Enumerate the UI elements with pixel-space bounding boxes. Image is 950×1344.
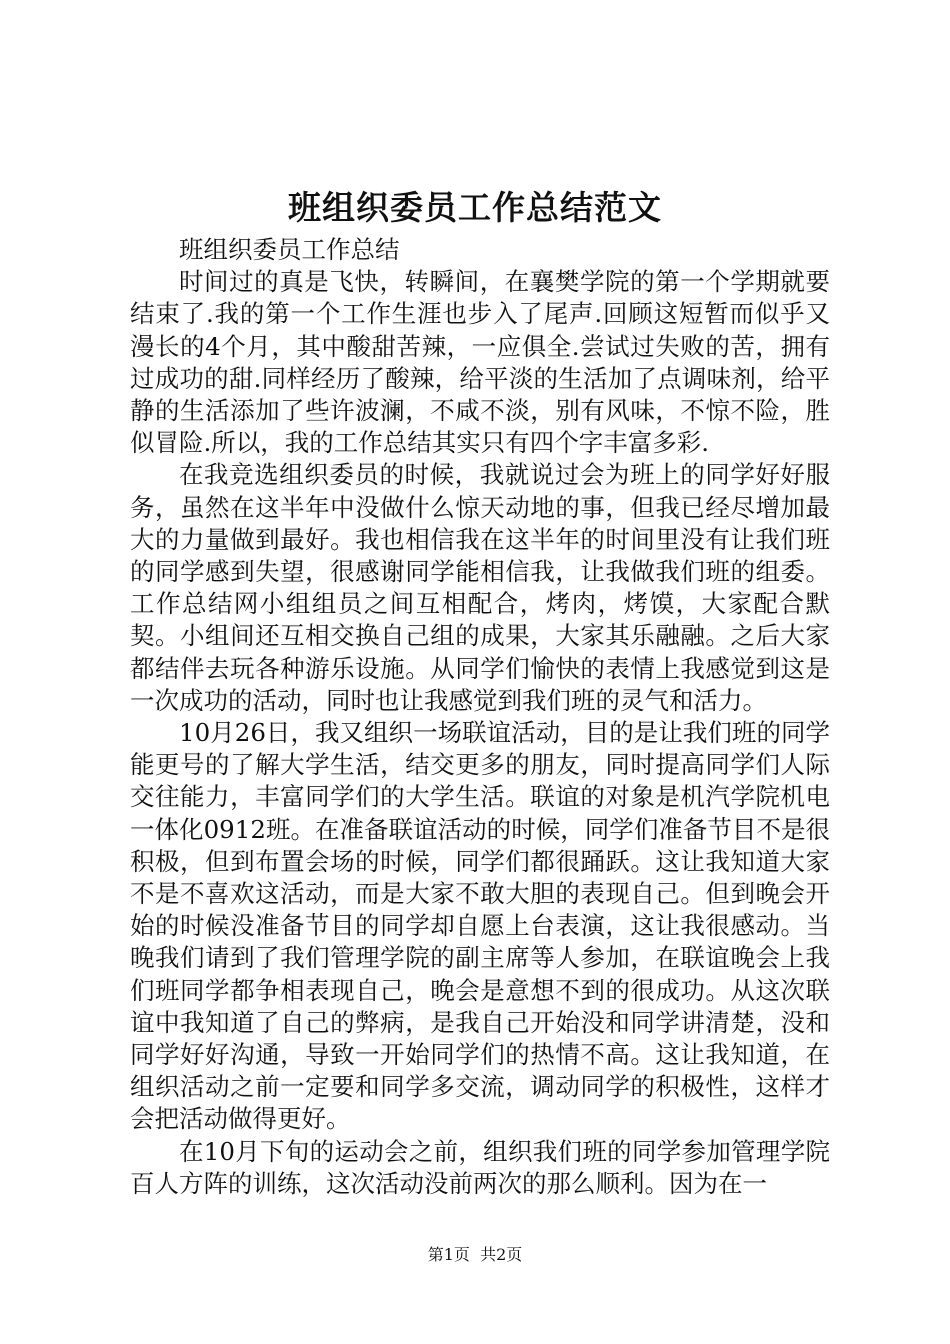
document-title: 班组织委员工作总结范文	[288, 188, 662, 227]
paragraph: 时间过的真是飞快，转瞬间，在襄樊学院的第一个学期就要结束了.我的第一个工作生涯也步入了尾声.回顾这短暂而似乎又漫长的4个月，其中酸甜苦辣，一应俱全.尝试过失败的苦，拥有过成功的甜.同样经历了酸辣，给平淡的生活加了点调味剂，给平静的生活添加了些许波澜，不咸不淡，别有风味，不惊不险，胜似冒险.所以，我的工作总结其实只有四个字丰富多彩.	[130, 267, 830, 458]
paragraph: 在我竞选组织委员的时候，我就说过会为班上的同学好好服务，虽然在这半年中没做什么惊天动地的事，但我已经尽增加最大的力量做到最好。我也相信我在这半年的时间里没有让我们班的同学感到失望，很感谢同学能相信我，让我做我们班的组委。工作总结网小组组员之间互相配合，烤肉，烤馍，大家配合默契。小组间还互相交换自己组的成果，大家其乐融融。之后大家都结伴去玩各种游乐设施。从同学们愉快的表情上我感觉到这是一次成功的活动，同时也让我感觉到我们班的灵气和活力。	[130, 460, 830, 715]
paragraph: 在10月下旬的运动会之前，组织我们班的同学参加管理学院百人方阵的训练，这次活动没前两次的那么顺利。因为在一	[130, 1136, 830, 1198]
page-number: 第1页	[427, 1245, 470, 1264]
document-body	[130, 234, 830, 1200]
page-total: 共2页	[480, 1245, 523, 1264]
paragraph-subtitle: 班组织委员工作总结	[179, 235, 400, 264]
page-footer	[0, 1244, 950, 1266]
paragraph: 10月26日，我又组织一场联谊活动，目的是让我们班的同学能更号的了解大学生活，结交更多的朋友，同时提高同学们人际交往能力，丰富同学们的大学生活。联谊的对象是机汽学院机电一体化0912班。在准备联谊活动的时候，同学们准备节目不是很积极，但到布置会场的时候，同学们都很踊跃。这让我知道大家不是不喜欢这活动，而是大家不敢大胆的表现自己。但到晚会开始的时候没准备节目的同学却自愿上台表演，这让我很感动。当晚我们请到了我们管理学院的副主席等人参加，在联谊晚会上我们班同学都争相表现自己，晚会是意想不到的很成功。从这次联谊中我知道了自己的弊病，是我自己开始没和同学讲清楚，没和同学好好沟通，导致一开始同学们的热情不高。这让我知道，在组织活动之前一定要和同学多交流，调动同学的积极性，这样才会把活动做得更好。	[130, 718, 830, 1134]
